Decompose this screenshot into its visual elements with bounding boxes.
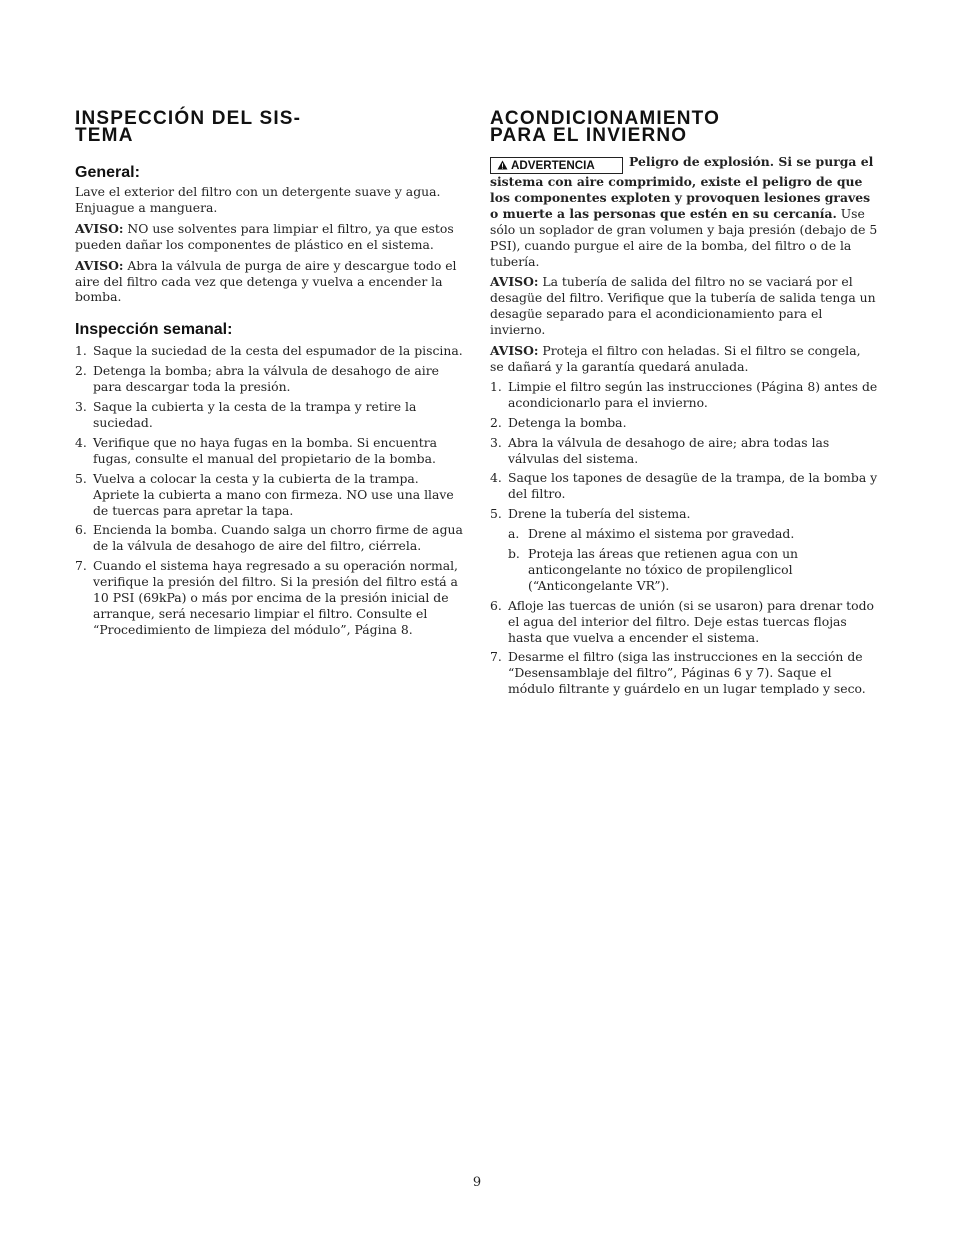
list-item-text: Abra la válvula de desahogo de aire; abra todas las válvulas del sistema. — [508, 434, 830, 466]
aviso-paragraph — [490, 343, 878, 375]
advertencia-label: ADVERTENCIA — [511, 159, 595, 172]
list-item-text: Detenga la bomba. — [508, 414, 627, 430]
numbered-list — [75, 343, 465, 637]
list-item-number: b. — [508, 546, 520, 562]
aviso-label: AVISO: — [75, 220, 124, 236]
list-item-text: Limpie el filtro según las instrucciones (Página 8) antes de acondicionarlo para el invierno. — [508, 378, 878, 410]
list-item — [490, 546, 878, 594]
left-column — [75, 110, 465, 642]
list-item-number: 3. — [490, 434, 502, 450]
list-item-text: Saque los tapones de desagüe de la trampa, de la bomba y del filtro. — [508, 470, 878, 502]
list-item-number: 2. — [490, 414, 502, 430]
list-item-number: 1. — [75, 343, 87, 359]
aviso-text: La tubería de salida del filtro no se vaciará por el desagüe del filtro. Verifique que la tubería de salida tenga un desagüe separado para el acondicionamiento para el invierno. — [490, 274, 876, 338]
aviso-text: Abra la válvula de purga de aire y descargue todo el aire del filtro cada vez que detenga y vuelva a encender la bomba. — [75, 257, 457, 305]
list-item-number: 6. — [75, 522, 87, 538]
list-item-number: 5. — [75, 470, 87, 486]
list-item-number: 5. — [490, 506, 502, 522]
list-item-number: a. — [508, 526, 520, 542]
list-item — [490, 415, 878, 431]
list-item-number: 3. — [75, 399, 87, 415]
list-item-text: Desarme el filtro (siga las instrucciones en la sección de “Desensamblaje del filtro”, Páginas 6 y 7). Saque el módulo filtrante y guárdelo en un lugar templado y seco. — [508, 649, 866, 697]
title-line: PARA EL INVIERNO — [490, 125, 688, 146]
warning-paragraph — [490, 154, 878, 269]
title-line: ACONDICIONAMIENTO — [490, 108, 721, 129]
list-item — [490, 470, 878, 502]
list-item-text: Drene la tubería del sistema. — [508, 506, 691, 522]
list-item — [490, 379, 878, 411]
list-item-number: 4. — [75, 434, 87, 450]
warning-text: Use sólo un soplador de gran volumen y baja presión (debajo de 5 PSI), cuando purgue el aire de la bomba, del filtro o de la tubería. — [490, 205, 878, 269]
list-item-text: Cuando el sistema haya regresado a su operación normal, verifique la presión del filtro. Si la presión del filtro está a 10 PSI (69kPa) o más por encima de la presión inicial de arranque, será necesario limpiar el filtro. Consulte el “Procedimiento de limpieza del módulo”, Página 8. — [93, 558, 458, 637]
list-item — [75, 343, 465, 359]
list-item-text: Afloje las tuercas de unión (si se usaron) para drenar todo el agua del interior del filtro. Deje estas tuercas flojas hasta que vuelva a encender el sistema. — [508, 597, 874, 645]
aviso-text: Proteja el filtro con heladas. Si el filtro se congela, se dañará y la garantía quedará anulada. — [490, 343, 861, 374]
aviso-label: AVISO: — [490, 274, 539, 290]
aviso-text: NO use solventes para limpiar el filtro, ya que estos pueden dañar los componentes de plástico en el sistema. — [75, 220, 454, 252]
list-item — [490, 526, 878, 542]
list-item-number: 1. — [490, 378, 502, 394]
list-item-number: 2. — [75, 363, 87, 379]
aviso-paragraph — [75, 258, 465, 306]
paragraph: Lave el exterior del filtro con un detergente suave y agua. Enjuague a manguera. — [75, 184, 441, 215]
aviso-label: AVISO: — [75, 257, 124, 273]
numbered-list — [490, 379, 878, 522]
warning-triangle-icon — [497, 160, 508, 170]
section-title-invierno — [490, 110, 878, 144]
list-item — [490, 435, 878, 467]
list-item-text: Proteja las áreas que retienen agua con un anticongelante no tóxico de propilenglicol (“Anticongelante VR”). — [528, 546, 799, 593]
list-item — [75, 522, 465, 554]
right-column — [490, 110, 878, 701]
numbered-list — [490, 598, 878, 697]
list-item-text: Encienda la bomba. Cuando salga un chorro firme de agua de la válvula de desahogo de aire del filtro, ciérrela. — [93, 522, 463, 554]
aviso-paragraph — [75, 221, 465, 253]
list-item — [75, 558, 465, 638]
list-item — [75, 399, 465, 431]
page-number: 9 — [472, 1175, 482, 1190]
list-item — [490, 506, 878, 522]
list-item-number: 7. — [490, 649, 502, 665]
list-item-text: Verifique que no haya fugas en la bomba. Si encuentra fugas, consulte el manual del propietario de la bomba. — [93, 434, 438, 466]
title-line: INSPECCIÓN DEL SIS- — [75, 108, 302, 129]
list-item-text: Drene al máximo el sistema por gravedad. — [528, 526, 795, 542]
list-item-text: Saque la cubierta y la cesta de la trampa y retire la suciedad. — [93, 399, 417, 430]
list-item — [75, 471, 465, 519]
list-item-number: 7. — [75, 558, 87, 574]
subheading-general: General: — [75, 164, 140, 181]
list-item — [490, 649, 878, 697]
section-title-inspeccion — [75, 110, 465, 144]
aviso-label: AVISO: — [490, 343, 539, 359]
lettered-sublist — [490, 526, 878, 594]
list-item-text: Detenga la bomba; abra la válvula de desahogo de aire para descargar toda la presión. — [93, 363, 439, 395]
warning-bold-text: Peligro de explosión. Si se purga el sistema con aire comprimido, existe el peligro de que los componentes exploten y provoquen lesiones graves o muerte a las personas que estén en su cercanía. — [490, 154, 874, 221]
subheading-inspeccion-semanal: Inspección semanal: — [75, 321, 233, 339]
list-item-number: 4. — [490, 470, 502, 486]
list-item-number: 6. — [490, 597, 502, 613]
aviso-paragraph — [490, 274, 878, 338]
list-item-text: Saque la suciedad de la cesta del espumador de la piscina. — [93, 343, 463, 359]
list-item — [490, 598, 878, 646]
list-item — [75, 363, 465, 395]
list-item — [75, 435, 465, 467]
advertencia-badge — [490, 157, 623, 174]
title-line: TEMA — [75, 125, 134, 146]
list-item-text: Vuelva a colocar la cesta y la cubierta de la trampa. Apriete la cubierta a mano con firmeza. NO use una llave de tuercas para apretar la tapa. — [93, 470, 454, 518]
